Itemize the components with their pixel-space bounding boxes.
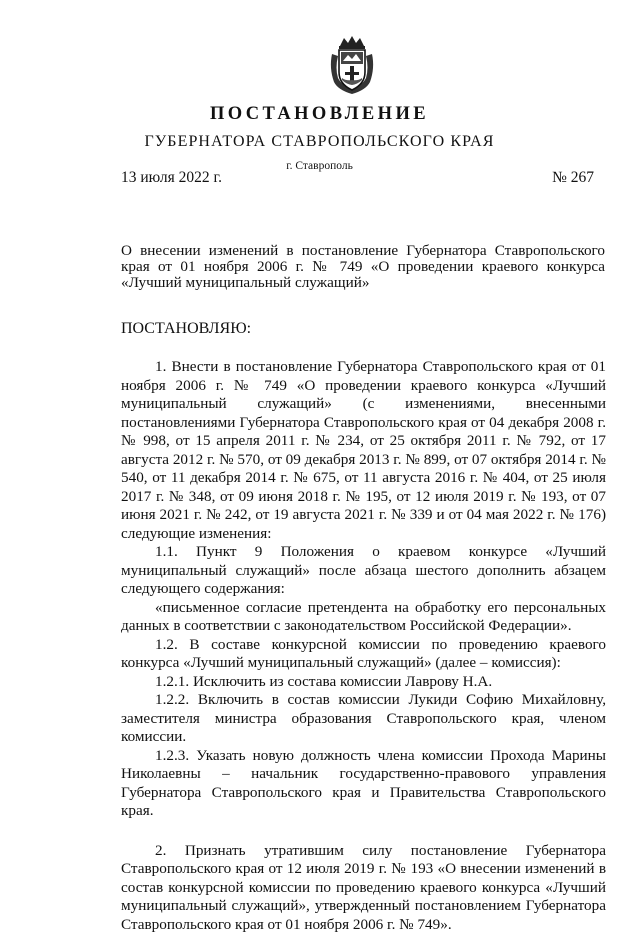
paragraph-1-2-3: 1.2.3. Указать новую должность члена комиссии Прохода Марины Николаевны – начальник государственно-правового управления Губернатора Ставропольского края и Правительства Ставропольского края. — [121, 747, 606, 821]
document-subject: О внесении изменений в постановление Губернатора Ставропольского края от 01 ноября 2006 г. № 749 «О проведении краевого конкурса «Лучший муниципальный служащий» — [121, 243, 605, 291]
document-issuer: ГУБЕРНАТОРА СТАВРОПОЛЬСКОГО КРАЯ — [0, 133, 639, 151]
document-city: г. Ставрополь — [0, 160, 639, 172]
paragraph-1-2: 1.2. В составе конкурсной комиссии по проведению краевого конкурса «Лучший муниципальный служащий» (далее – комиссия): — [121, 636, 606, 673]
document-body — [121, 358, 606, 934]
paragraph-2: 2. Признать утратившим силу постановление Губернатора Ставропольского края от 12 июля 2019 г. № 193 «О внесении изменений в состав конкурсной комиссии по проведению краевого конкурса «Лучший муниципальный служащий», утвержденный постановлением Губернатора Ставропольского края от 01 ноября 2006 г. № 749». — [121, 842, 606, 934]
document-title: ПОСТАНОВЛЕНИЕ — [0, 104, 639, 125]
document-date: 13 июля 2022 г. — [121, 169, 222, 187]
paragraph-1-2-1: 1.2.1. Исключить из состава комиссии Лаврову Н.А. — [121, 673, 606, 692]
coat-of-arms-icon — [328, 34, 376, 96]
document-number: № 267 — [552, 169, 594, 187]
decree-word: ПОСТАНОВЛЯЮ: — [121, 320, 251, 338]
paragraph-1-2-2: 1.2.2. Включить в состав комиссии Лукиди Софию Михайловну, заместителя министра образования Ставропольского края, членом комиссии. — [121, 691, 606, 747]
paragraph-1: 1. Внести в постановление Губернатора Ставропольского края от 01 ноября 2006 г. № 749 «О проведении краевого конкурса «Лучший муниципальный служащий» (с изменениями, внесенными постановлениями Губернатора Ставропольского края от 04 декабря 2008 г. № 998, от 15 апреля 2011 г. № 234, от 25 октября 2011 г. № 792, от 17 августа 2012 г. № 570, от 09 декабря 2013 г. № 899, от 07 октября 2014 г. № 540, от 11 декабря 2014 г. № 675, от 11 августа 2016 г. № 404, от 25 июля 2017 г. № 348, от 09 июня 2018 г. № 195, от 12 июля 2019 г. № 193, от 07 июня 2021 г. № 242, от 19 августа 2021 г. № 339 и от 04 мая 2022 г. № 176) следующие изменения: — [121, 358, 606, 543]
paragraph-1-1-quote: «письменное согласие претендента на обработку его персональных данных в соответствии с законодательством Российской Федерации». — [121, 599, 606, 636]
paragraph-1-1: 1.1. Пункт 9 Положения о краевом конкурсе «Лучший муниципальный служащий» после абзаца шестого дополнить абзацем следующего содержания: — [121, 543, 606, 599]
